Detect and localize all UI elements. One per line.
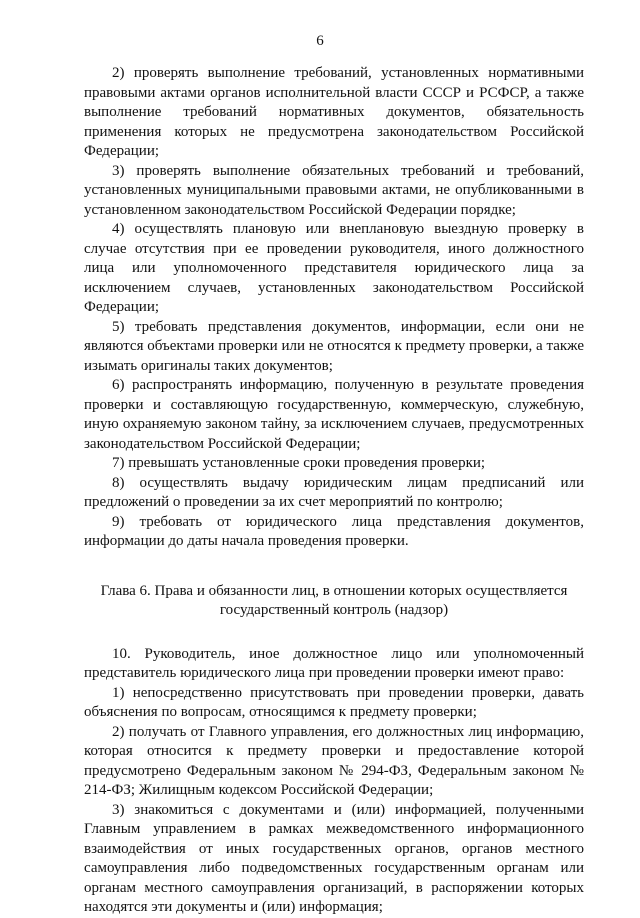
- list-item: 8) осуществлять выдачу юридическим лицам предписаний или предложений о проведении за их счет мероприятий по контролю;: [84, 474, 584, 510]
- page-number: 6: [316, 33, 324, 49]
- list-item: 3) знакомиться с документами и (или) информацией, полученными Главным управлением в рамках межведомственного информационного взаимодействия от иных государственных органов, органов местного самоуправления либо подведомственных государственным органам или органам местного самоуправления организаций, в распоряжении которых находятся эти документы и (или) информация;: [84, 801, 584, 915]
- list-item: 5) требовать представления документов, информации, если они не являются объектами проверки или не относятся к предмету проверки, а также изымать оригиналы таких документов;: [84, 318, 584, 374]
- document-body: [84, 64, 584, 918]
- list-item: 9) требовать от юридического лица представления документов, информации до даты начала проведения проверки.: [84, 513, 584, 549]
- paragraph: 10. Руководитель, иное должностное лицо или уполномоченный представитель юридического лица при проведении проверки имеют право:: [84, 645, 584, 681]
- list-item: 6) распространять информацию, полученную в результате проведения проверки и составляющую государственную, коммерческую, служебную, иную охраняемую законом тайну, за исключением случаев, предусмотренных законодательством Российской Федерации;: [84, 377, 584, 452]
- list-item: 2) получать от Главного управления, его должностных лиц информацию, которая относится к предмету проверки и предоставление которой предусмотрено Федеральным законом № 294-ФЗ, Федеральным законом № 214-ФЗ; Жилищным кодексом Российской Федерации;: [84, 723, 584, 798]
- list-item: 7) превышать установленные сроки проведения проверки;: [112, 455, 486, 471]
- list-item: 4) осуществлять плановую или внеплановую выездную проверку в случае отсутствия при ее проведении руководителя, иного должностного лица или уполномоченного представителя юридического лица за исключением случаев, установленных законодательством Российской Федерации;: [84, 221, 584, 315]
- list-item: 2) проверять выполнение требований, установленных нормативными правовыми актами органов исполнительной власти СССР и РСФСР, а также выполнение требований нормативных документов, обязательность применения которых не предусмотрена законодательством Российской Федерации;: [84, 65, 584, 159]
- chapter-heading: Глава 6. Права и обязанности лиц, в отношении которых осуществляется государственный контроль (надзор): [100, 582, 568, 618]
- list-item: 3) проверять выполнение обязательных требований и требований, установленных муниципальными правовыми актами, не опубликованными в установленном законодательством Российской Федерации порядке;: [84, 162, 584, 218]
- list-item: 1) непосредственно присутствовать при проведении проверки, давать объяснения по вопросам, относящимся к предмету проверки;: [84, 684, 584, 720]
